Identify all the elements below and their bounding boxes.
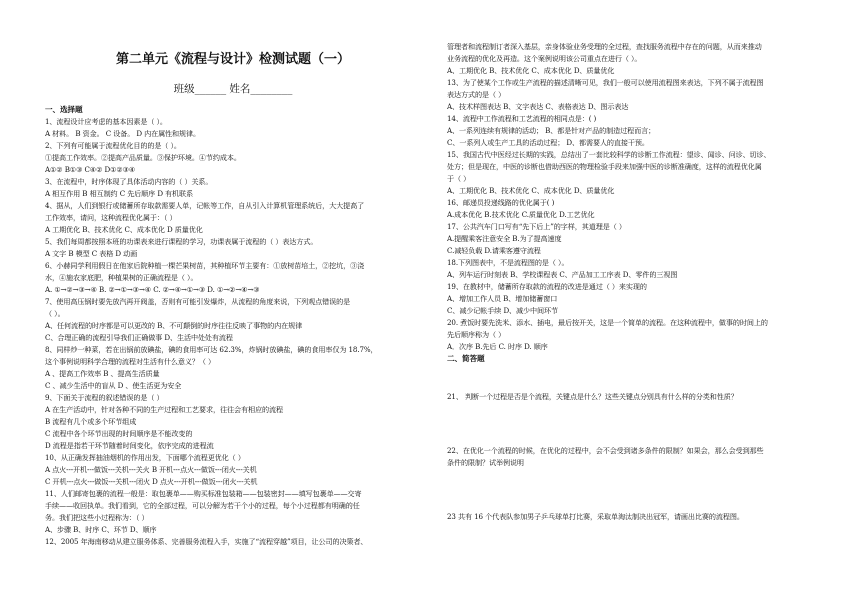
question-line: 19、在教材中，储蓄所存取款的流程的改进是通过（ ）来实现的	[447, 282, 647, 291]
answer-space	[447, 403, 822, 445]
question-line: A、技术样图表达 B、文字表达 C、表格表达 D、图示表达	[447, 102, 629, 111]
answer-space	[447, 469, 822, 511]
question-line: 15、我国古代中医经过长期的实践，总结出了一套比较科学的诊断工作流程：望诊、闻诊、问诊、切诊、	[447, 150, 771, 159]
question-line: 6、小赫同学利用假日在他家后院种植一棵芒果树苗，其种植环节主要有：①放树苗培土，②挖坑，③浇	[45, 261, 365, 270]
question-line: 21、 判断一个过程是否是个流程，关键点是什么？这些关键点分别具有什么样的分类和性质？	[447, 392, 738, 401]
question-line: 13、为了使某个工作或生产流程的描述清晰可见，我们一般可以使用流程图来表达，下列不属于流程图	[447, 78, 764, 87]
section-heading-short-answer: 二、简答题	[447, 354, 485, 363]
question-line: C 、减少生活中的盲从 D 、使生活更为安全	[45, 381, 182, 390]
question-line: 7、使用高压锅时要先放汽再开阀盖，否则有可能引发爆炸，从流程的角度来说，下列观点错误的是	[45, 297, 351, 306]
question-line: 16、邮递员投递线路的优化属于( )	[447, 198, 555, 207]
question-line: 条件的限制？试举例说明	[447, 458, 524, 467]
question-line: C 开机---点火---做饭---关机---闭火 D 点火---开机---做饭---闭火---关机	[45, 477, 258, 486]
question-line: A 相互作用 B 相互制约 C 先后顺序 D 有机联系	[45, 189, 194, 198]
question-line: 22、在优化一个流程的时候，在优化的过程中，会不会受到诸多条件的限制？如果会，那么会受到那些	[447, 446, 764, 455]
question-line: 水，④施农家底肥，种植果树的正确流程是（ ）。	[45, 273, 198, 282]
right-column	[447, 41, 822, 523]
question-line: 1、流程设计应考虑的基本因素是（ ）。	[45, 117, 167, 126]
question-line: A.提醒乘客注意安全 B.为了提高速度	[447, 234, 562, 243]
question-line: A、一系列连续有规律的活动； B、都是针对产品的制造过程而言；	[447, 126, 656, 135]
question-line: A．次序 B.先后 C. 时序 D. 顺序	[447, 342, 548, 351]
question-line: 这个事例说明科学合理的流程对生活有什么意义？（ ）	[45, 357, 216, 366]
question-line: C、一系列人或生产工具的活动过程； D、都需要人的直接干预。	[447, 138, 649, 147]
left-column	[45, 104, 421, 548]
question-line: 17、公共汽车门口写有“先下后上”的字样，其道理是（ ）	[447, 222, 626, 231]
exam-title: 第二单元《流程与设计》检测试题（一）	[115, 52, 350, 67]
question-line: 3、在流程中，时序体现了具体活动内容的（ ）关系。	[45, 177, 213, 186]
question-line: 表达方式的是（ ）	[447, 90, 506, 99]
question-line: A、步骤 B、时序 C、环节 D、顺序	[45, 525, 157, 534]
question-line: 5、我们每周都按照本班的功课表来进行课程的学习，功课表属于流程的（ ）表达方式。	[45, 237, 318, 246]
question-line: （ ）。	[45, 309, 65, 318]
question-line: 12、2005 年海南移动从建立服务体系、完善服务流程入手，实施了“流程穿越”项目，让公司的决策者、	[45, 537, 368, 546]
question-line: A 点火---开机---做饭---关机---关火 B 开机---点火---做饭---闭火---关机	[45, 465, 257, 474]
question-line: A 、提高工作效率 B 、提高生活质量	[45, 369, 160, 378]
answer-space	[447, 365, 822, 391]
question-line: C.减轻负载 D.请乘客遵守流程	[447, 246, 541, 255]
question-line: 工作效率，请问，这种流程优化属于：（ ）	[45, 213, 177, 222]
question-line: A①② B①③ C④② D①②③④	[45, 165, 136, 174]
question-line: 先后顺序称为（ ）	[447, 330, 506, 339]
question-line: D 流程是指若干环节随着时间变化，依序完成的进程流	[45, 441, 214, 450]
question-line: C、减少记帐手续 D、减少中间环节	[447, 306, 558, 315]
question-line: ①提高工作效率。②提高产品质量。③保护环境。④节约成本。	[45, 153, 241, 162]
question-line: 10、从正确发挥抽油烟机的作用出发，下面哪个流程更优化（ ）	[45, 453, 245, 462]
question-line: 手续——收回执单。我们看到，它的全部过程，可以分解为若干个小的过程，每个小过程都有明确的任	[45, 501, 360, 510]
question-line: A、工期优化 B、技术优化 C、成本优化 D、质量优化	[447, 66, 615, 75]
question-line: 4、据从，人们到银行或储蓄所存取款需要人单，记帐等工作，自从引入计算机管理系统后，大大提高了	[45, 201, 365, 210]
question-line: A.成本优化 B.技术优化 C.质量优化 D.工艺优化	[447, 210, 595, 219]
question-line: 8、同样炒一种菜，若在出锅前放碘盐，碘的食用率可达 62.3%，炸锅时放碘盐，碘的食用率仅为 18.7%，	[45, 345, 378, 354]
question-line: 14、流程中工作流程和工艺流程的相同点是：( )	[447, 114, 597, 123]
question-line: A 文字 B 模型 C 表格 D 动画	[45, 249, 138, 258]
question-line: A、工期优化 B、技术优化 C、成本优化 D、质量优化	[447, 186, 615, 195]
question-line: 于（ ）	[447, 174, 471, 183]
class-name-line: 班级______ 姓名________	[173, 83, 293, 95]
question-line: A 工期优化 B、技术优化 C、成本优化 D 质量优化	[45, 225, 203, 234]
question-line: C、合理正确的流程引导我们正确做事 D、生活中处处有流程	[45, 333, 233, 342]
question-line: 18.下列图表中，不是流程图的是（ ）。	[447, 258, 569, 267]
question-line: A、列车运行时刻表 B、学校课程表 C、产品加工工序表 D、零件的三视图	[447, 270, 678, 279]
question-line: 9、下面关于流程的叙述错误的是（ ）	[45, 393, 164, 402]
question-line: 管理者和流程制订者深入基层，亲身体验业务受理的全过程，查找服务流程中存在的问题，从而来推动	[447, 42, 762, 51]
question-line: A 在生产活动中，针对各种不同的生产过程和工艺要求，往往会有相应的流程	[45, 405, 283, 414]
question-line: A、增加工作人员 B、增加储蓄窗口	[447, 294, 558, 303]
question-line: 处方；但是现在，中医的诊断也借助西医的物理检验手段来加强中医的诊断准确度，这样的流程优化属	[447, 162, 762, 171]
question-line: 业务流程的优化及再造。这个案例说明该公司重点在进行（ ）。	[447, 54, 642, 63]
question-line: 20. 煮饭时要先洗米、添水、插电，最后按开关，这是一个简单的流程。在这种流程中，做事的时间上的	[447, 318, 768, 327]
question-line: 11、人们邮寄包裹的流程一般是：取包裹单——购买标准包装箱——包装密封——填写包裹单——交寄	[45, 489, 362, 498]
question-line: B 流程有几个或多个环节组成	[45, 417, 137, 426]
question-line: 2、下列有可能属于流程优化目的的是（ ）。	[45, 141, 181, 150]
question-line: A、任何流程的时序都是可以更改的 B、不可颠倒的时序往往反映了事物的内在规律	[45, 321, 303, 330]
question-line: C 流程中各个环节出现的时间顺序是不能改变的	[45, 429, 193, 438]
question-line: A. ①→②→③→④ B. ②→①→③→④ C. ②→④→①→③ D. ①→②→④→③	[45, 285, 260, 294]
question-line: 务。我们把这些小过程称为：（ ）	[45, 513, 149, 522]
question-line: 23 共有 16 个代表队参加男子乒乓球单打比赛，采取单淘汰制决出冠军，请画出比赛的流程图。	[447, 512, 744, 521]
question-line: A 材料。 B 资金。 C 设备。 D 内在属性和规律。	[45, 129, 201, 138]
section-heading-choice: 一、选择题	[45, 105, 83, 114]
